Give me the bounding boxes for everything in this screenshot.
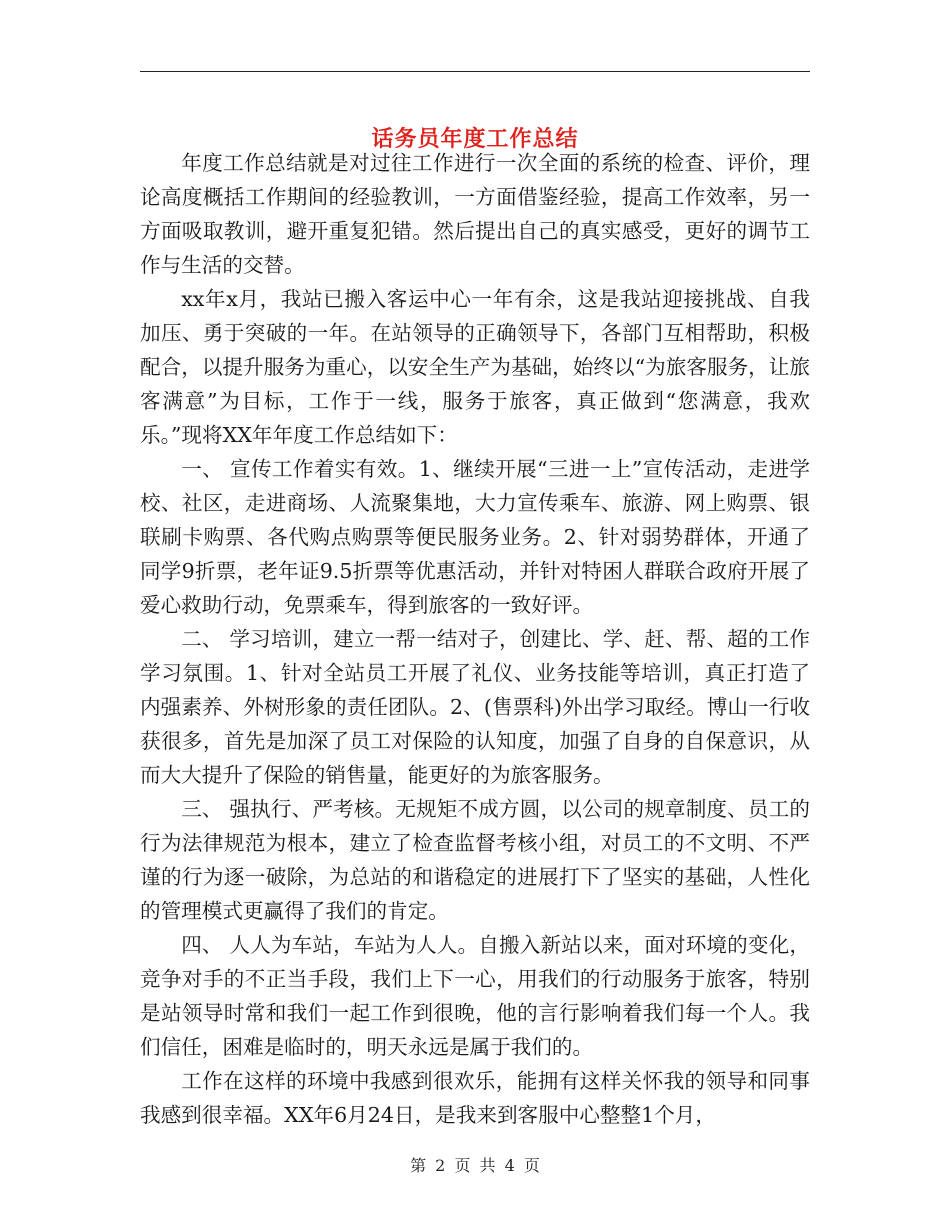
paragraph-section-2: 二、 学习培训，建立一帮一结对子，创建比、学、赶、帮、超的工作学习氛围。1、针对全站员工开展了礼仪、业务技能等培训，真正打造了内强素养、外树形象的责任团队。2、(售票科)外出学习取经。博山一行收获很多，首先是加深了员工对保险的认知度，加强了自身的自保意识，从而大大提升了保险的销售量，能更好的为旅客服务。 <box>140 627 810 787</box>
page-number: 第 2 页 共 4 页 <box>410 1156 540 1175</box>
paragraph-intro: 年度工作总结就是对过往工作进行一次全面的系统的检查、评价，理论高度概括工作期间的经验教训，一方面借鉴经验，提高工作效率，另一方面吸取教训，避开重复犯错。然后提出自己的真实感受，更好的调节工作与生活的交替。 <box>140 151 810 277</box>
paragraph-closing: 工作在这样的环境中我感到很欢乐，能拥有这样关怀我的领导和同事我感到很幸福。XX年6月24日，是我来到客服中心整整1个月， <box>140 1069 810 1127</box>
document-title: 话务员年度工作总结 <box>371 125 579 152</box>
paragraph-overview: xx年x月，我站已搬入客运中心一年有余，这是我站迎接挑战、自我加压、勇于突破的一年。在站领导的正确领导下，各部门互相帮助，积极配合，以提升服务为重心，以安全生产为基础，始终以“为旅客服务，让旅客满意”为目标，工作于一线，服务于旅客，真正做到“您满意，我欢乐。”现将XX年年度工作总结如下： <box>140 287 810 447</box>
header-rule <box>140 71 810 72</box>
paragraph-section-1: 一、 宣传工作着实有效。1、继续开展“三进一上”宣传活动，走进学校、社区，走进商场、人流聚集地，大力宣传乘车、旅游、网上购票、银联刷卡购票、各代购点购票等便民服务业务。2、针对弱势群体，开通了同学9折票，老年证9.5折票等优惠活动，并针对特困人群联合政府开展了爱心救助行动，免票乘车，得到旅客的一致好评。 <box>140 457 810 617</box>
paragraph-section-3: 三、 强执行、严考核。无规矩不成方圆，以公司的规章制度、员工的行为法律规范为根本，建立了检查监督考核小组，对员工的不文明、不严谨的行为逐一破除，为总站的和谐稳定的进展打下了坚实的基础，人性化的管理模式更赢得了我们的肯定。 <box>140 797 810 923</box>
paragraph-section-4: 四、 人人为车站，车站为人人。自搬入新站以来，面对环境的变化，竞争对手的不正当手段，我们上下一心，用我们的行动服务于旅客，特别是站领导时常和我们一起工作到很晚，他的言行影响着我们每一个人。我们信任，困难是临时的，明天永远是属于我们的。 <box>140 933 810 1059</box>
document-body <box>140 146 810 1132</box>
